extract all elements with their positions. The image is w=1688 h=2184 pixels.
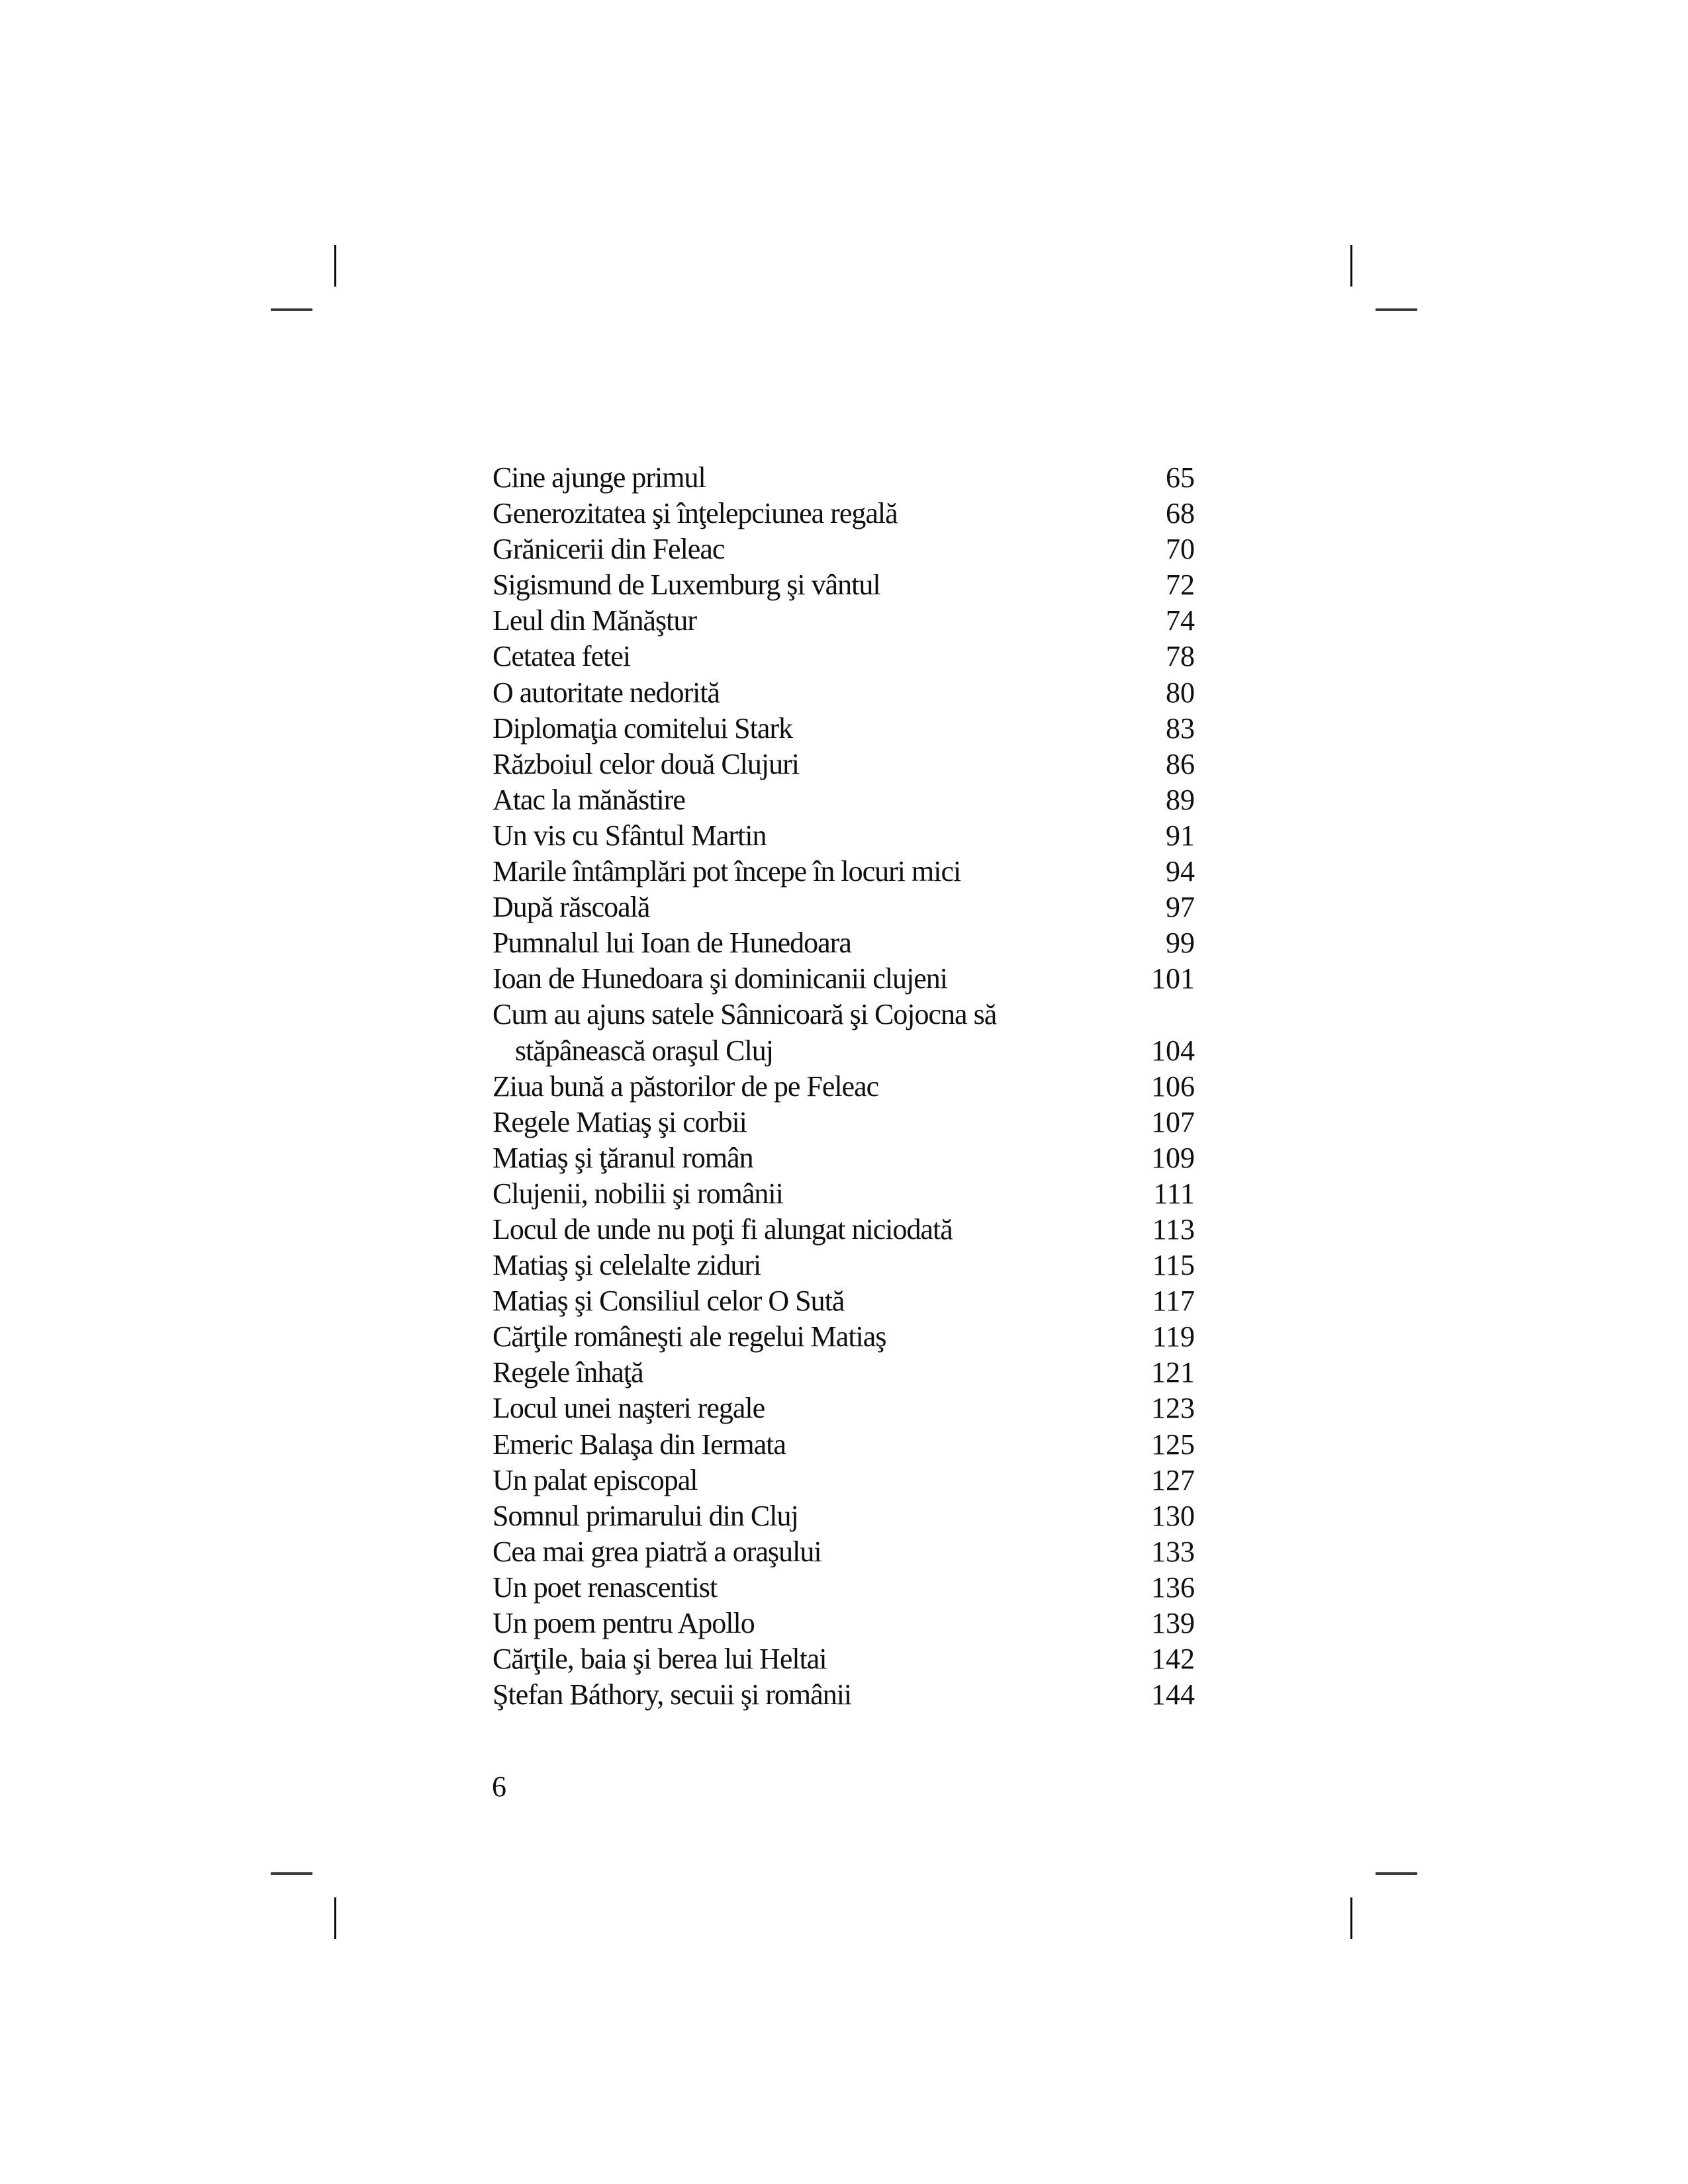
toc-entry-title: Emeric Balaşa din Iermata [492, 1428, 786, 1461]
crop-mark-bottom-right-vertical [1350, 1897, 1352, 1939]
toc-row [492, 1176, 1195, 1212]
toc-entry-title: Un vis cu Sfântul Martin [492, 819, 767, 852]
toc-row [492, 1390, 1195, 1426]
folio-page-number: 6 [492, 1770, 506, 1803]
toc-row [492, 997, 1195, 1032]
toc-entry-title: Un palat episcopal [492, 1463, 698, 1496]
toc-entry-page-number: 94 [1166, 855, 1195, 888]
toc-row [492, 818, 1195, 854]
toc-row [492, 1606, 1195, 1641]
toc-entry-title: Ştefan Báthory, secuii şi românii [492, 1678, 852, 1711]
toc-entry-title: Un poem pentru Apollo [492, 1607, 755, 1639]
crop-mark-bottom-left-vertical [334, 1897, 336, 1939]
toc-entry-title: Leul din Mănăştur [492, 604, 697, 637]
toc-entry-page-number: 130 [1151, 1499, 1195, 1532]
toc-entry-title: Generozitatea şi înţelepciunea regală [492, 497, 898, 530]
toc-row [492, 1033, 1195, 1069]
toc-entry-title: Cetatea fetei [492, 640, 631, 673]
toc-entry-page-number: 125 [1151, 1428, 1195, 1461]
toc-entry-title: Ziua bună a păstorilor de pe Feleac [492, 1069, 879, 1103]
toc-row [492, 711, 1195, 747]
toc-entry-page-number: 99 [1166, 927, 1195, 960]
toc-row [492, 1570, 1195, 1606]
toc-entry-page-number: 127 [1151, 1463, 1195, 1496]
toc-row [492, 1283, 1195, 1319]
crop-mark-top-left-horizontal [271, 308, 312, 311]
toc-row [492, 782, 1195, 818]
toc-entry-page-number: 113 [1152, 1212, 1195, 1246]
toc-entry-page-number: 68 [1166, 497, 1195, 530]
toc-row [492, 496, 1195, 531]
toc-entry-title: Locul unei naşteri regale [492, 1392, 765, 1425]
toc-list [492, 460, 1195, 1713]
toc-row [492, 1641, 1195, 1677]
toc-entry-page-number: 115 [1152, 1249, 1195, 1282]
toc-entry-page-number: 121 [1151, 1356, 1195, 1389]
toc-row [492, 531, 1195, 567]
toc-row [492, 854, 1195, 889]
crop-mark-top-right-horizontal [1376, 308, 1417, 311]
toc-row [492, 889, 1195, 925]
toc-entry-page-number: 74 [1166, 604, 1195, 637]
toc-entry-title: Cine ajunge primul [492, 461, 706, 494]
toc-entry-title: Un poet renascentist [492, 1570, 718, 1604]
toc-row [492, 925, 1195, 961]
toc-entry-page-number: 133 [1151, 1535, 1195, 1568]
toc-row [492, 1534, 1195, 1570]
toc-row [492, 1069, 1195, 1105]
toc-entry-page-number: 144 [1151, 1678, 1195, 1711]
toc-entry-title: Grănicerii din Feleac [492, 533, 725, 566]
toc-row [492, 1105, 1195, 1140]
toc-entry-title: Sigismund de Luxemburg şi vântul [492, 569, 880, 602]
toc-entry-page-number: 80 [1166, 676, 1195, 709]
toc-entry-page-number: 86 [1166, 747, 1195, 780]
toc-row [492, 1319, 1195, 1355]
crop-mark-top-right-vertical [1350, 245, 1352, 287]
toc-entry-page-number: 123 [1151, 1392, 1195, 1425]
toc-row [492, 961, 1195, 997]
toc-row [492, 1248, 1195, 1283]
toc-entry-page-number: 89 [1166, 783, 1195, 816]
toc-entry-page-number: 104 [1151, 1034, 1195, 1067]
toc-entry-page-number: 97 [1166, 891, 1195, 924]
toc-entry-page-number: 111 [1153, 1177, 1195, 1210]
toc-entry-title: Marile întâmplări pot începe în locuri mici [492, 855, 961, 888]
toc-entry-page-number: 139 [1151, 1607, 1195, 1639]
toc-entry-title: Matiaş şi ţăranul român [492, 1141, 753, 1174]
toc-entry-title: Atac la mănăstire [492, 783, 685, 816]
toc-row [492, 1140, 1195, 1176]
toc-row [492, 639, 1195, 674]
toc-entry-page-number: 106 [1151, 1069, 1195, 1103]
toc-entry-page-number: 78 [1166, 640, 1195, 673]
toc-entry-title: Cum au ajuns satele Sânnicoară şi Cojocna să [492, 998, 997, 1031]
toc-entry-title: Matiaş şi celelalte ziduri [492, 1249, 761, 1282]
toc-entry-title: Ioan de Hunedoara şi dominicanii clujeni [492, 962, 947, 995]
toc-entry-title: Regele Matiaş şi corbii [492, 1105, 747, 1138]
crop-mark-top-left-vertical [334, 245, 336, 287]
toc-row [492, 460, 1195, 496]
toc-entry-title: Regele înhaţă [492, 1356, 643, 1389]
toc-entry-title: Pumnalul lui Ioan de Hunedoara [492, 927, 851, 960]
toc-row [492, 747, 1195, 782]
toc-row [492, 1498, 1195, 1534]
toc-entry-page-number: 101 [1151, 962, 1195, 995]
crop-mark-bottom-right-horizontal [1376, 1872, 1417, 1875]
toc-row [492, 1355, 1195, 1390]
toc-row [492, 1212, 1195, 1248]
toc-entry-title: Matiaş şi Consiliul celor O Sută [492, 1285, 845, 1318]
toc-entry-page-number: 65 [1166, 461, 1195, 494]
toc-entry-page-number: 70 [1166, 533, 1195, 566]
toc-row [492, 567, 1195, 603]
toc-entry-title: Războiul celor două Clujuri [492, 747, 799, 780]
toc-entry-title: O autoritate nedorită [492, 676, 720, 709]
toc-row [492, 603, 1195, 639]
toc-entry-page-number: 119 [1152, 1320, 1195, 1353]
toc-entry-page-number: 72 [1166, 569, 1195, 602]
toc-entry-page-number: 142 [1151, 1643, 1195, 1676]
toc-entry-title: Locul de unde nu poţi fi alungat niciodată [492, 1212, 953, 1246]
toc-entry-title: Somnul primarului din Cluj [492, 1499, 798, 1532]
toc-entry-page-number: 91 [1166, 819, 1195, 852]
toc-entry-page-number: 109 [1151, 1141, 1195, 1174]
toc-entry-title: Cea mai grea piatră a oraşului [492, 1535, 821, 1568]
toc-entry-page-number: 117 [1152, 1285, 1195, 1318]
toc-entry-title: După răscoală [492, 891, 650, 924]
toc-entry-title: Cărţile româneşti ale regelui Matiaş [492, 1320, 886, 1353]
toc-entry-title: Diplomaţia comitelui Stark [492, 711, 793, 745]
toc-entry-page-number: 107 [1151, 1105, 1195, 1138]
toc-row [492, 675, 1195, 711]
toc-entry-title: Clujenii, nobilii şi românii [492, 1177, 783, 1210]
toc-row [492, 1463, 1195, 1498]
toc-row [492, 1677, 1195, 1713]
crop-mark-bottom-left-horizontal [271, 1872, 312, 1875]
toc-entry-page-number: 136 [1151, 1570, 1195, 1604]
toc-entry-title: Cărţile, baia şi berea lui Heltai [492, 1643, 827, 1676]
toc-entry-page-number: 83 [1166, 711, 1195, 745]
toc-row [492, 1427, 1195, 1463]
toc-entry-title: stăpânească oraşul Cluj [515, 1034, 773, 1067]
